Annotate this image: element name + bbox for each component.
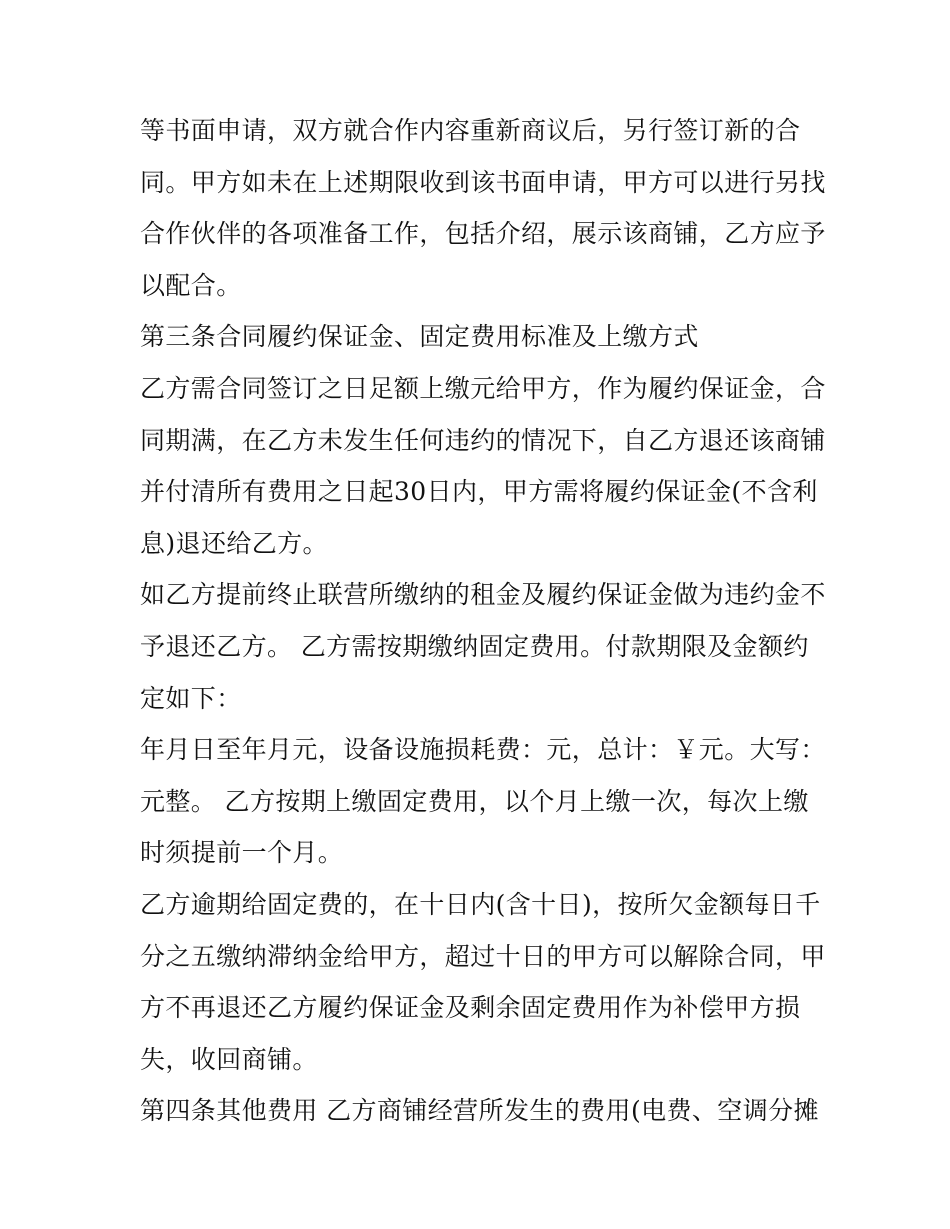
text-line: 元整。 乙方按期上缴固定费用，以个月上缴一次，每次上缴 <box>140 786 809 816</box>
text-line: 同期满，在乙方未发生任何违约的情况下，自乙方退还该商铺 <box>140 425 826 455</box>
text-line: 乙方需合同签订之日足额上缴元给甲方，作为履约保证金，合 <box>140 373 826 403</box>
text-line: 时须提前一个月。 <box>140 838 344 868</box>
text-line: 方不再退还乙方履约保证金及剩余固定费用作为补偿甲方损 <box>140 993 801 1023</box>
text-line: 予退还乙方。 乙方需按期缴纳固定费用。付款期限及金额约 <box>140 631 809 661</box>
text-line: 息)退还给乙方。 <box>140 528 328 558</box>
text-line: 合作伙伴的各项准备工作，包括介绍，展示该商铺，乙方应予 <box>140 219 826 249</box>
text-line: 如乙方提前终止联营所缴纳的租金及履约保证金做为违约金不 <box>140 580 826 610</box>
text-line: 以配合。 <box>140 270 242 300</box>
text-line: 失，收回商铺。 <box>140 1044 318 1074</box>
text-line: 分之五缴纳滞纳金给甲方，超过十日的甲方可以解除合同，甲 <box>140 941 826 971</box>
text-line: 等书面申请，双方就合作内容重新商议后，另行签订新的合 <box>140 116 801 145</box>
text-line: 同。甲方如未在上述期限收到该书面申请，甲方可以进行另找 <box>140 167 826 197</box>
text-line: 年月日至年月元，设备设施损耗费：元，总计：￥元。大写： <box>140 735 826 765</box>
text-line: 定如下： <box>140 683 242 713</box>
section-heading: 第三条合同履约保证金、固定费用标准及上缴方式 <box>140 322 699 352</box>
text-line: 乙方逾期给固定费的，在十日内(含十日)，按所欠金额每日千 <box>140 889 821 919</box>
document-body <box>140 105 826 1137</box>
section-heading: 第四条其他费用 乙方商铺经营所发生的费用(电费、空调分摊 <box>140 1096 819 1126</box>
text-line: 并付清所有费用之日起30日内，甲方需将履约保证金(不含利 <box>140 477 818 507</box>
